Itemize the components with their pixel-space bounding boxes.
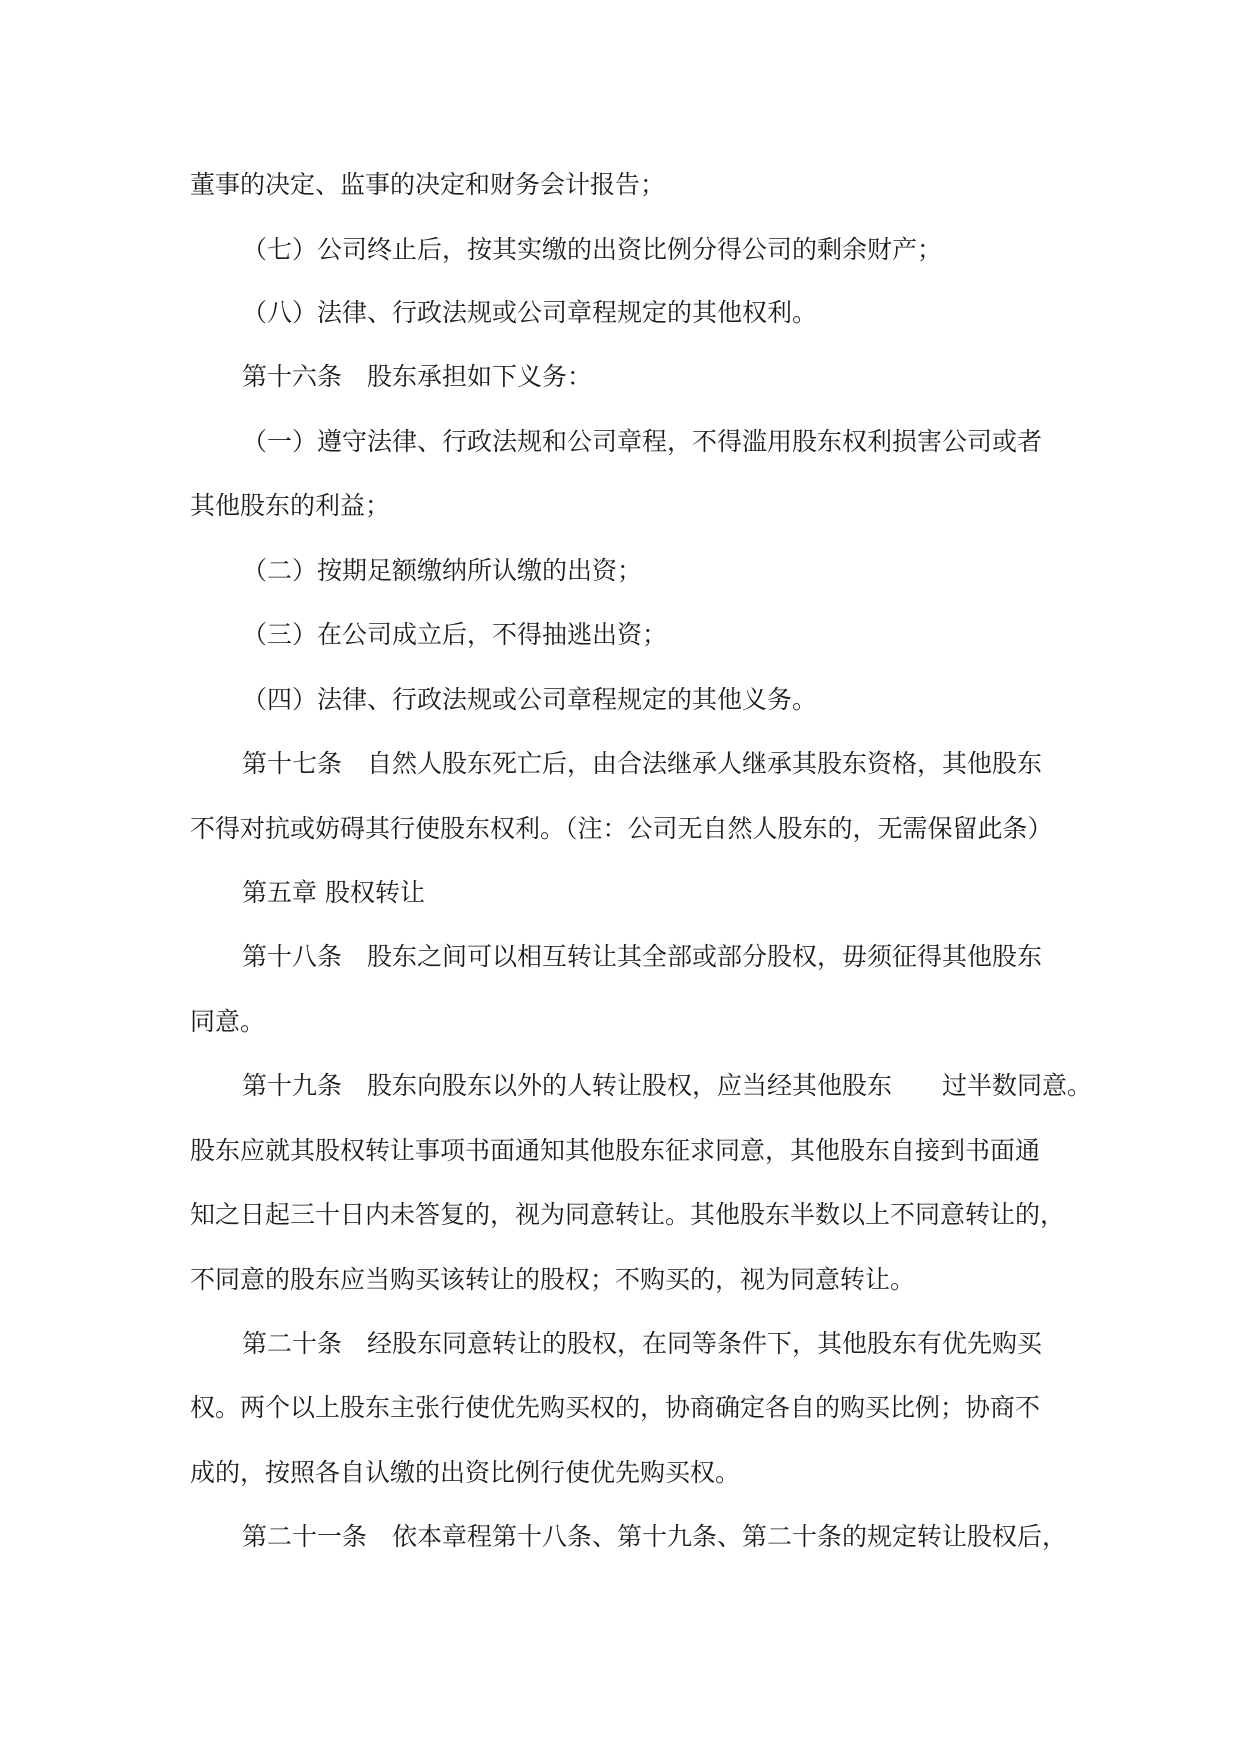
text-line: 股东应就其股权转让事项书面通知其他股东征求同意，其他股东自接到书面通 (190, 1136, 1041, 1165)
clause-line: （七）公司终止后，按其实缴的出资比例分得公司的剩余财产； (242, 235, 943, 264)
article-heading-16: 第十六条 股东承担如下义务： (242, 362, 593, 391)
article-heading-21: 第二十一条 依本章程第十八条、第十九条、第二十条的规定转让股权后， (242, 1522, 1068, 1551)
clause-line: （四）法律、行政法规或公司章程规定的其他义务。 (242, 685, 818, 714)
article-heading-19: 第十九条 股东向股东以外的人转让股权，应当经其他股东 过半数同意。 (242, 1071, 1093, 1100)
article-heading-18: 第十八条 股东之间可以相互转让其全部或部分股权，毋须征得其他股东 (242, 942, 1043, 971)
text-line: 成的，按照各自认缴的出资比例行使优先购买权。 (190, 1458, 741, 1487)
chapter-heading: 第五章 股权转让 (242, 878, 425, 907)
text-line: 不得对抗或妨碍其行使股东权利。（注：公司无自然人股东的，无需保留此条） (190, 814, 1053, 843)
clause-line: （二）按期足额缴纳所认缴的出资； (242, 556, 643, 585)
text-line: 权。两个以上股东主张行使优先购买权的，协商确定各自的购买比例；协商不 (190, 1393, 1041, 1422)
article-heading-17: 第十七条 自然人股东死亡后，由合法继承人继承其股东资格，其他股东 (242, 749, 1043, 778)
text-line: 其他股东的利益； (190, 491, 391, 520)
text-line: 同意。 (190, 1007, 266, 1036)
text-line: 知之日起三十日内未答复的，视为同意转让。其他股东半数以上不同意转让的， (190, 1200, 1066, 1229)
text-line: 董事的决定、监事的决定和财务会计报告； (190, 170, 666, 199)
clause-line: （一）遵守法律、行政法规和公司章程，不得滥用股东权利损害公司或者 (242, 427, 1043, 456)
text-line: 不同意的股东应当购买该转让的股权；不购买的，视为同意转让。 (190, 1265, 916, 1294)
clause-line: （八）法律、行政法规或公司章程规定的其他权利。 (242, 298, 818, 327)
article-heading-20: 第二十条 经股东同意转让的股权，在同等条件下，其他股东有优先购买 (242, 1329, 1043, 1358)
clause-line: （三）在公司成立后，不得抽逃出资； (242, 620, 668, 649)
